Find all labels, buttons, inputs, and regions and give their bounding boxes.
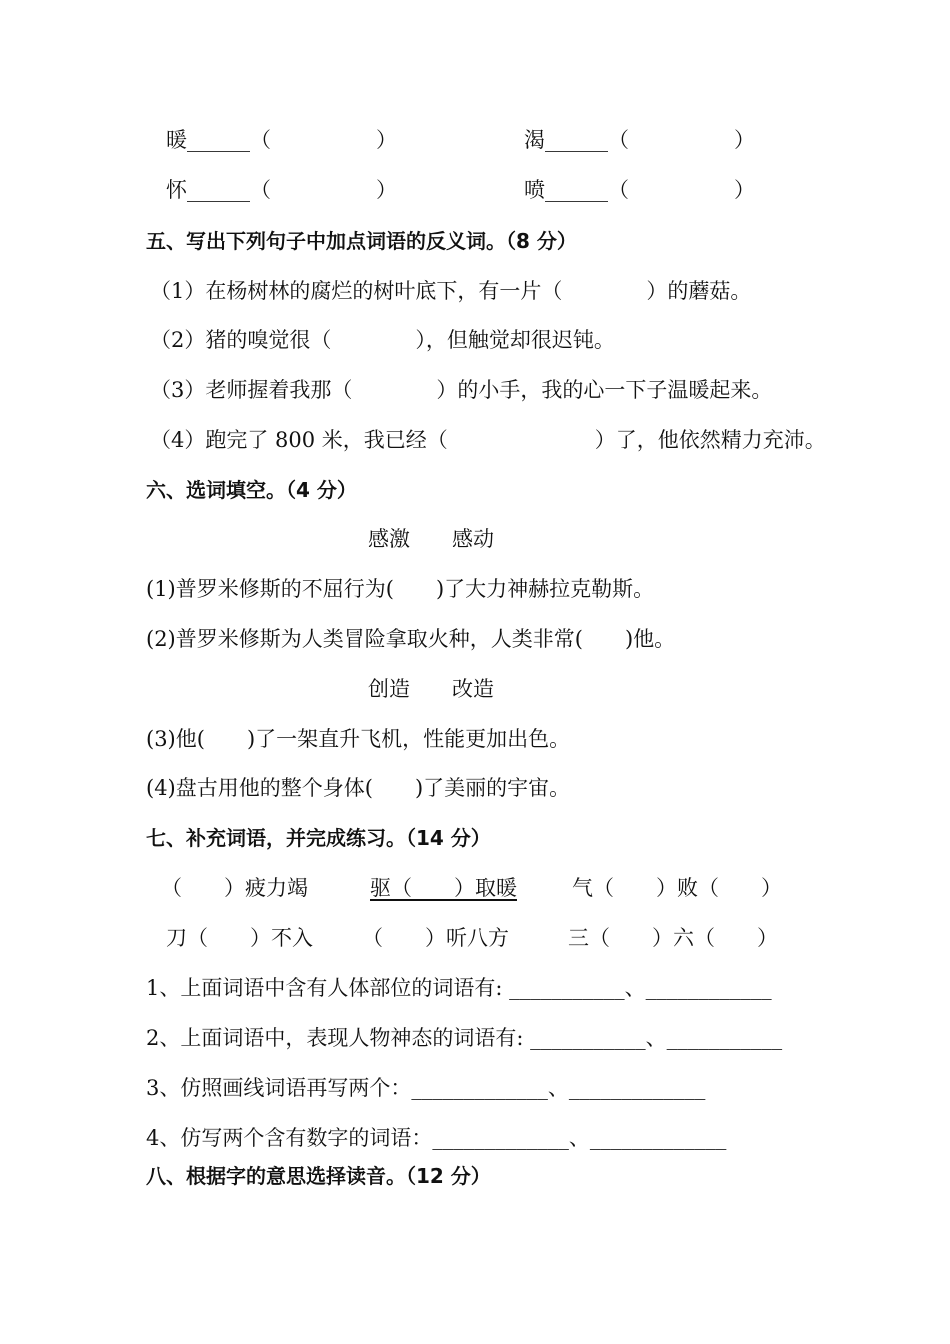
section-5-title: 五、写出下列句子中加点词语的反义词。（8 分） bbox=[146, 229, 577, 253]
sec5-question-1: （1）在杨树林的腐烂的树叶底下，有一片（ ）的蘑菇。 bbox=[150, 279, 752, 303]
sec6-question-4: (4)盘古用他的整个身体( )了美丽的宇宙。 bbox=[146, 776, 571, 800]
sec7-question-2: 2、上面词语中，表现人物神态的词语有: ___________、___________ bbox=[146, 1026, 783, 1050]
idiom-2-underlined: 驱（ ）取暖 bbox=[370, 876, 517, 900]
section-8-title: 八、根据字的意思选择读音。（12 分） bbox=[146, 1164, 491, 1188]
idiom-5: （ ）听八方 bbox=[362, 926, 509, 950]
sec5-question-4: （4）跑完了 800 米，我已经（ ）了，他依然精力充沛。 bbox=[150, 428, 826, 452]
section-6-title: 六、选词填空。（4 分） bbox=[146, 478, 357, 502]
sec7-question-1: 1、上面词语中含有人体部位的词语有: ___________、____________ bbox=[146, 976, 772, 1000]
idiom-3: 气（ ）败（ ） bbox=[572, 876, 782, 900]
word-row1-left: 暖______（ ） bbox=[166, 128, 397, 152]
section-7-title: 七、补充词语，并完成练习。（14 分） bbox=[146, 826, 491, 850]
word-row1-right: 渴______（ ） bbox=[524, 128, 755, 152]
sec6-word-choices-2: 创造 改造 bbox=[368, 677, 494, 701]
word-row2-left: 怀______（ ） bbox=[166, 178, 397, 202]
sec6-question-1: (1)普罗米修斯的不屈行为( )了大力神赫拉克勒斯。 bbox=[146, 577, 655, 601]
sec7-question-3: 3、仿照画线词语再写两个：_____________、_____________ bbox=[146, 1076, 706, 1100]
sec7-question-4: 4、仿写两个含有数字的词语：_____________、_____________ bbox=[146, 1126, 727, 1150]
sec5-question-2: （2）猪的嗅觉很（ ），但触觉却很迟钝。 bbox=[150, 328, 615, 352]
idiom-1: （ ）疲力竭 bbox=[161, 876, 308, 900]
sec6-question-2: (2)普罗米修斯为人类冒险拿取火种，人类非常( )他。 bbox=[146, 627, 676, 651]
idiom-6: 三（ ）六（ ） bbox=[568, 926, 778, 950]
sec6-question-3: (3)他( )了一架直升飞机，性能更加出色。 bbox=[146, 727, 571, 751]
idiom-4: 刀（ ）不入 bbox=[166, 926, 313, 950]
sec5-question-3: （3）老师握着我那（ ）的小手，我的心一下子温暖起来。 bbox=[150, 378, 773, 402]
sec6-word-choices-1: 感激 感动 bbox=[368, 527, 494, 551]
word-row2-right: 喷______（ ） bbox=[524, 178, 755, 202]
